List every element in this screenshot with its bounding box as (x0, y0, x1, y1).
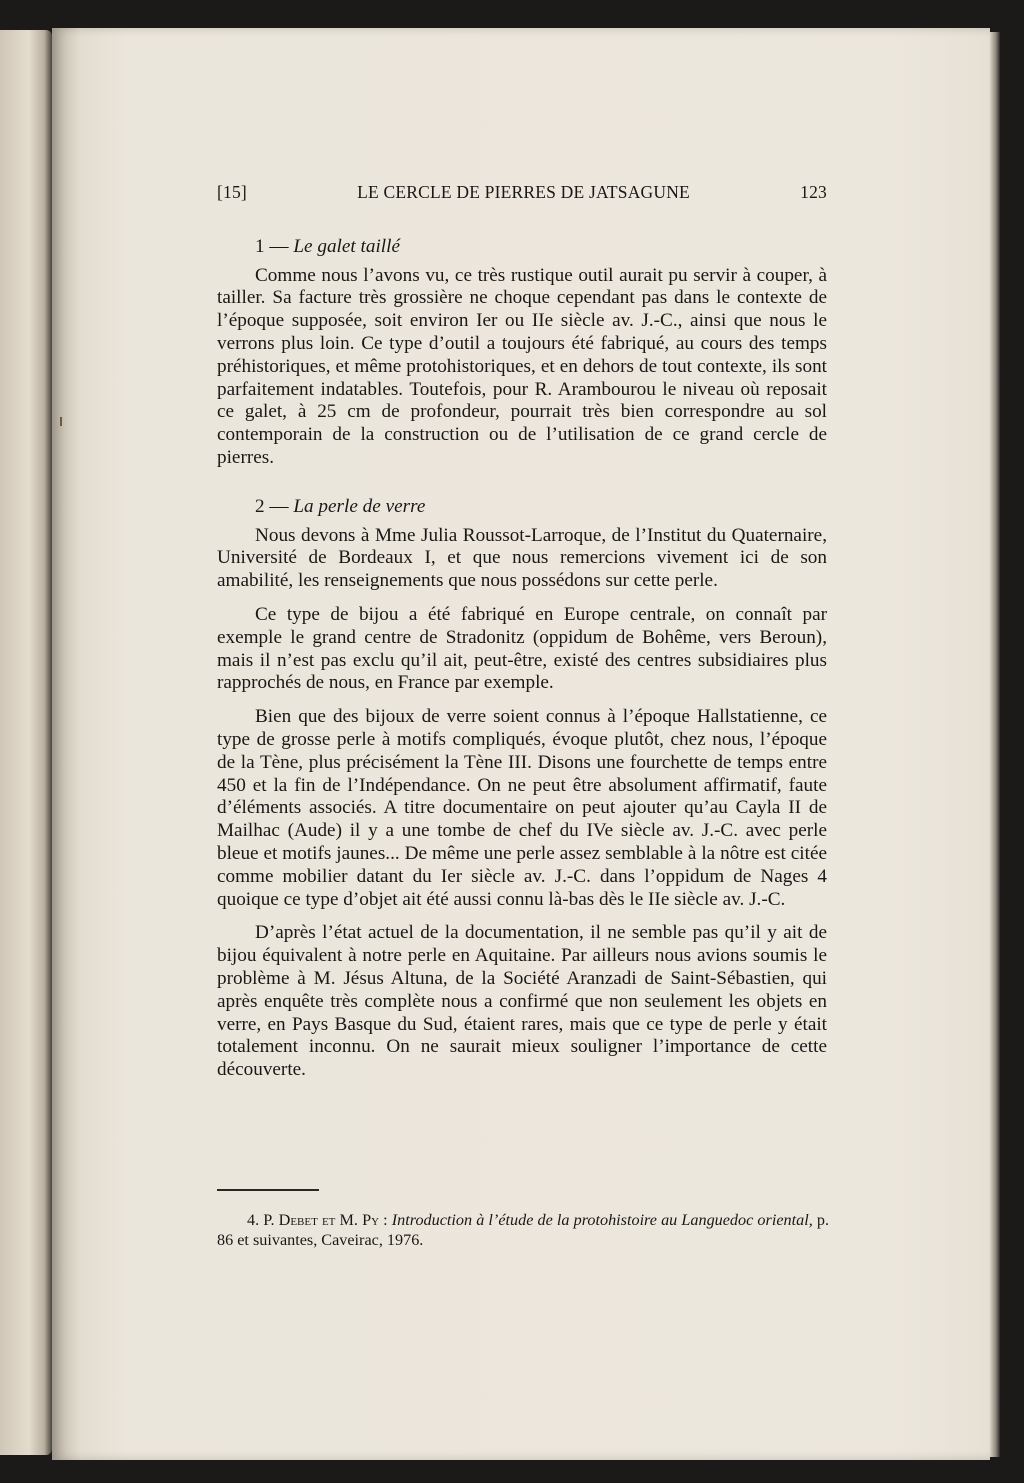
section-heading-dash: — (269, 235, 289, 257)
paragraph: D’après l’état actuel de la documentation, il ne semble pas qu’il y ait de bijou équivalent à notre perle en Aquitaine. Par ailleurs nous avions soumis le problème à M. Jésus Altuna, de la Société Aranzadi de Saint-Sébastien, qui après enquête très complète nous a confirmé que non seulement les objets en verre, en Pays Basque du Sud, étaient rares, mais que ce type de perle y était totalement inconnu. On ne saurait mieux souligner l’importance de cette découverte. (217, 922, 827, 1081)
footnote (217, 1210, 829, 1250)
section-number-ref: [15] (217, 182, 247, 202)
left-page-edge (0, 30, 52, 1455)
running-head (217, 181, 827, 204)
section-heading-dash: — (269, 495, 289, 517)
running-title: LE CERCLE DE PIERRES DE JATSAGUNE (357, 182, 690, 202)
paragraph: Nous devons à Mme Julia Roussot-Larroque, de l’Institut du Quaternaire, Université de Bordeaux I, et que nous remercions vivement ici de son amabilité, les renseignements que nous possédons sur cette perle. (217, 524, 827, 592)
page-body (217, 181, 827, 1082)
footnote-number: 4. (247, 1211, 260, 1229)
section-heading-number: 1 (255, 235, 265, 257)
footnote-details: p. 86 et suivantes, Caveirac, 1976. (217, 1211, 830, 1249)
section-heading-title: Le galet taillé (293, 235, 400, 257)
section-heading-number: 2 (255, 495, 265, 517)
section-perle-de-verre (217, 496, 827, 1082)
section-heading (255, 496, 827, 519)
section-galet-taille (217, 236, 827, 470)
section-heading-title: La perle de verre (293, 495, 426, 517)
page-number: 123 (800, 182, 827, 202)
page-edge-shadow (990, 32, 1000, 1457)
paragraph: Comme nous l’avons vu, ce très rustique outil aurait pu servir à couper, à tailler. Sa facture très grossière ne choque cependant pas dans le contexte de l’époque supposée, soit environ Ier ou IIe siècle av. J.-C., ainsi que nous le verrons plus loin. Ce type d’outil a toujours été fabriqué, au cours des temps préhistoriques, et même protohistoriques, et en dehors de tout contexte, ils sont parfaitement indatables. Toutefois, pour R. Arambourou le niveau où reposait ce galet, à 25 cm de profondeur, pourrait très bien correspondre au sol contemporain de la construction ou de l’utilisation de ce grand cercle de pierres. (217, 264, 827, 468)
footnote-title: Introduction à l’étude de la protohistoire au Languedoc oriental, (391, 1211, 813, 1229)
paragraph: Ce type de bijou a été fabriqué en Europe centrale, on connaît par exemple le grand centre de Stradonitz (oppidum de Bohême, vers Beroun), mais il n’est pas exclu qu’il ait, peut-être, existé des centres subsidiaires plus rapprochés de nous, en France par exemple. (217, 603, 827, 694)
section-heading (255, 236, 827, 259)
footnote-authors: P. Debet et M. Py : (263, 1211, 388, 1229)
paragraph: Bien que des bijoux de verre soient connus à l’époque Hallstatienne, ce type de grosse perle à motifs compliqués, évoque plutôt, chez nous, l’époque de la Tène, plus précisément la Tène III. Disons une fourchette de temps entre 450 et la fin de l’Indépendance. On ne peut être absolument affirmatif, faute d’éléments associés. A titre documentaire on peut ajouter qu’au Cayla II de Mailhac (Aude) il y a une tombe de chef du IVe siècle av. J.-C. avec perle bleue et motifs jaunes... De même une perle assez semblable à la nôtre est citée comme mobilier datant du Ier siècle av. J.-C. dans l’oppidum de Nages 4 quoique ce type d’objet ait été aussi connu là-bas dès le IIe siècle av. J.-C. (217, 706, 827, 910)
footnote-rule (217, 1189, 319, 1191)
margin-mark (60, 417, 62, 426)
